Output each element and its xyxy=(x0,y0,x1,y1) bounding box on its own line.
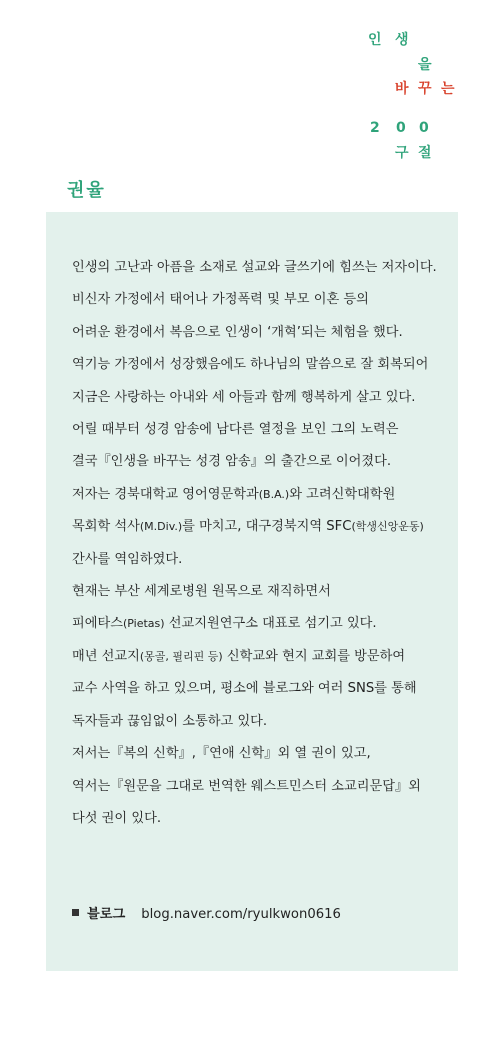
bio-text-segment: 매년 선교지 xyxy=(72,648,140,664)
bio-text-segment: 와 고려신학대학원 xyxy=(289,486,396,502)
logo-char: 바 xyxy=(395,81,409,97)
logo-char: 0 xyxy=(396,120,406,136)
logo-char: 절 xyxy=(418,145,432,161)
logo-char: 2 xyxy=(370,120,380,136)
bio-line xyxy=(72,511,452,543)
bio-text-segment: (B.A.) xyxy=(258,487,290,501)
bio-text-segment: (몽골, 필리핀 등) xyxy=(139,649,223,663)
bio-text-segment: (Pietas) xyxy=(122,617,165,631)
square-bullet-icon xyxy=(72,909,79,916)
bio-line: 역기능 가정에서 성장했음에도 하나님의 말씀으로 잘 회복되어 xyxy=(72,357,429,373)
bio-line: 역서는『원문을 그대로 번역한 웨스트민스터 소교리문답』외 xyxy=(72,778,421,794)
bio-text-segment: 를 마치고, 대구경북지역 SFC xyxy=(182,519,352,535)
logo-char: 인 xyxy=(368,32,382,48)
bio-line: 인생의 고난과 아픔을 소재로 설교와 글쓰기에 힘쓰는 저자이다. xyxy=(72,260,437,275)
bio-line: 독자들과 끊임없이 소통하고 있다. xyxy=(72,713,268,729)
bio-line xyxy=(72,479,452,511)
logo-char: 꾸 xyxy=(418,81,432,97)
logo-char: 생 xyxy=(395,32,409,48)
logo-char: 0 xyxy=(419,120,429,136)
logo-char: 구 xyxy=(395,145,409,161)
bio-line: 다섯 권이 있다. xyxy=(72,810,162,826)
bio-line: 지금은 사랑하는 아내와 세 아들과 함께 행복하게 살고 있다. xyxy=(72,389,416,405)
bio-text-segment: 신학교와 현지 교회를 방문하여 xyxy=(222,648,406,664)
bio-line: 교수 사역을 하고 있으며, 평소에 블로그와 여러 SNS를 통해 xyxy=(72,681,417,697)
bio-line: 비신자 가정에서 태어나 가정폭력 및 부모 이혼 등의 xyxy=(72,292,369,308)
bio-line: 저서는『복의 신학』,『연애 신학』외 열 권이 있고, xyxy=(72,746,371,762)
blog-url: blog.naver.com/ryulkwon0616 xyxy=(141,907,341,922)
logo-char: 는 xyxy=(441,81,455,97)
author-name: 권율 xyxy=(67,180,106,201)
blog-label: 블로그 xyxy=(87,907,126,922)
logo-char: 을 xyxy=(418,57,432,73)
blog-info xyxy=(72,903,341,922)
bio-text-segment: (M.Div.) xyxy=(139,520,183,534)
book-title-logo xyxy=(0,0,500,170)
author-bio xyxy=(72,252,452,835)
bio-line: 어려운 환경에서 복음으로 인생이 ‘개혁’되는 체험을 했다. xyxy=(72,324,403,340)
bio-text-segment: 저자는 경북대학교 영어영문학과 xyxy=(72,486,259,502)
bio-text-segment: 목회학 석사 xyxy=(72,519,140,535)
bio-line: 간사를 역임하였다. xyxy=(72,551,183,567)
bio-line xyxy=(72,641,452,673)
bio-text-segment: (학생신앙운동) xyxy=(351,520,424,534)
bio-text-segment: 피에타스 xyxy=(72,616,123,632)
bio-line: 결국『인생을 바꾸는 성경 암송』의 출간으로 이어졌다. xyxy=(72,454,392,470)
bio-line: 어릴 때부터 성경 암송에 남다른 열정을 보인 그의 노력은 xyxy=(72,422,399,438)
bio-text-segment: 선교지원연구소 대표로 섬기고 있다. xyxy=(164,616,377,632)
bio-line: 현재는 부산 세계로병원 원목으로 재직하면서 xyxy=(72,584,331,600)
bio-line xyxy=(72,608,452,640)
